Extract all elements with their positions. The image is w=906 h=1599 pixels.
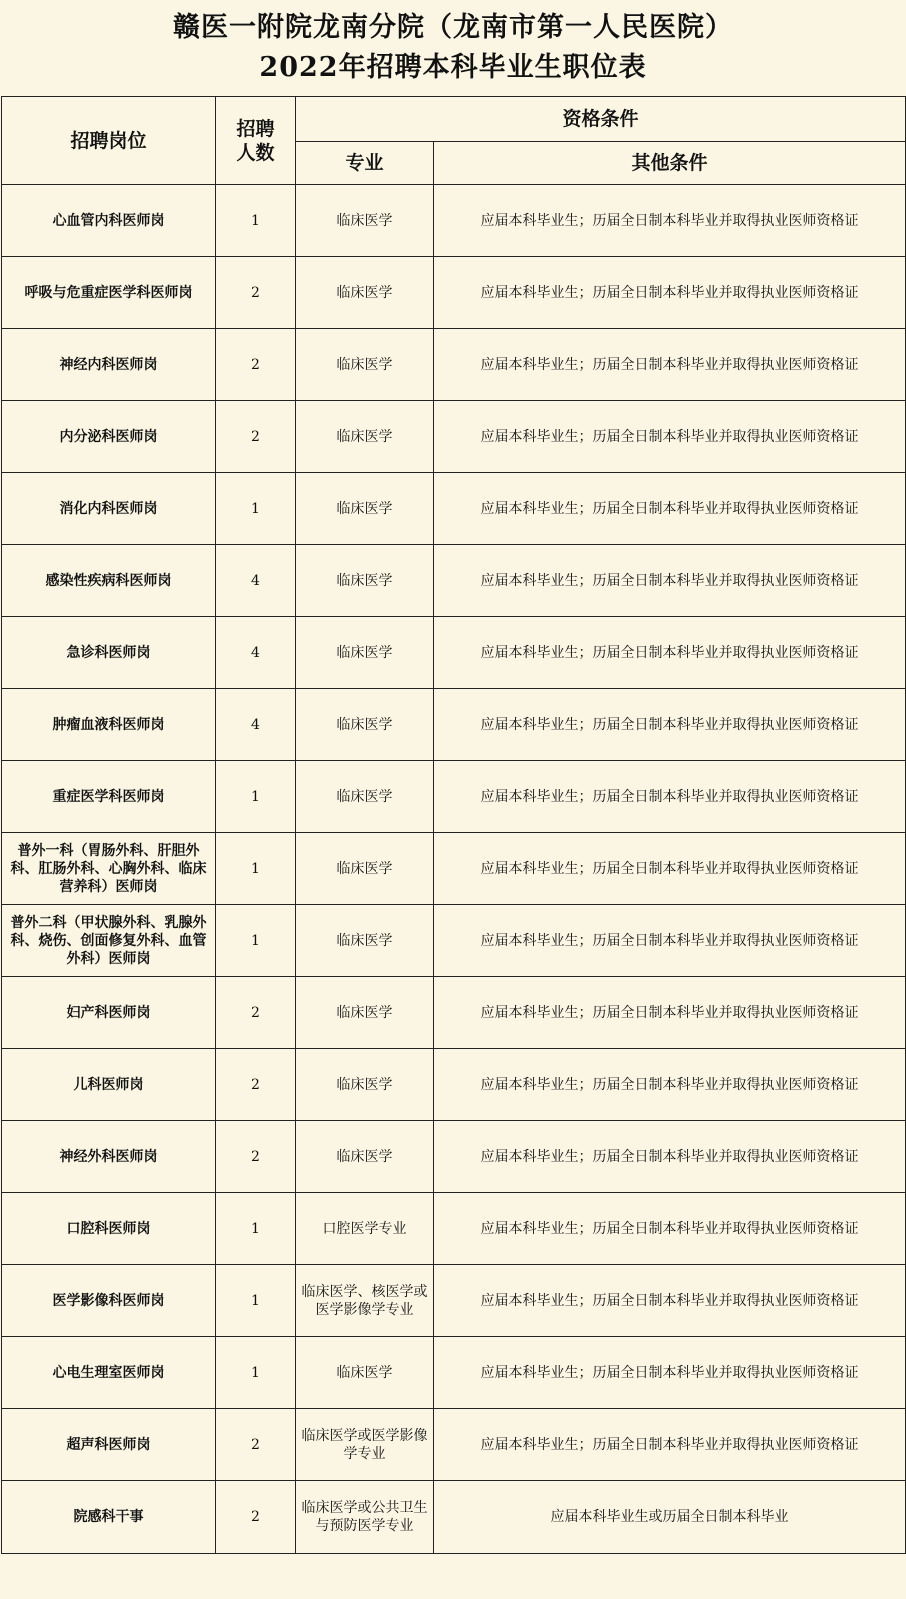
count-cell: 1 [216, 905, 296, 977]
major-cell: 临床医学 [296, 185, 434, 257]
count-cell: 1 [216, 833, 296, 905]
other-condition-cell: 应届本科毕业生；历届全日制本科毕业并取得执业医师资格证 [434, 689, 906, 761]
count-cell: 2 [216, 401, 296, 473]
count-cell: 4 [216, 617, 296, 689]
table-row [2, 329, 906, 401]
other-condition-cell: 应届本科毕业生；历届全日制本科毕业并取得执业医师资格证 [434, 1121, 906, 1193]
count-cell: 2 [216, 257, 296, 329]
other-condition-cell: 应届本科毕业生；历届全日制本科毕业并取得执业医师资格证 [434, 473, 906, 545]
table-row [2, 1337, 906, 1409]
table-row [2, 1481, 906, 1554]
other-condition-cell: 应届本科毕业生；历届全日制本科毕业并取得执业医师资格证 [434, 545, 906, 617]
table-row [2, 977, 906, 1049]
other-condition-cell: 应届本科毕业生；历届全日制本科毕业并取得执业医师资格证 [434, 1193, 906, 1265]
position-cell: 心电生理室医师岗 [2, 1337, 216, 1409]
table-body [2, 185, 906, 1554]
major-cell: 临床医学 [296, 401, 434, 473]
table-row [2, 1049, 906, 1121]
position-cell: 超声科医师岗 [2, 1409, 216, 1481]
header-count: 招聘人数 [216, 97, 296, 185]
position-cell: 神经内科医师岗 [2, 329, 216, 401]
position-cell: 普外二科（甲状腺外科、乳腺外科、烧伤、创面修复外科、血管外科）医师岗 [2, 905, 216, 977]
count-cell: 2 [216, 1409, 296, 1481]
count-cell: 1 [216, 473, 296, 545]
title-line-2: 2022年招聘本科毕业生职位表 [259, 52, 647, 83]
major-cell: 临床医学 [296, 257, 434, 329]
major-cell: 临床医学 [296, 545, 434, 617]
position-cell: 普外一科（胃肠外科、肝胆外科、肛肠外科、心胸外科、临床营养科）医师岗 [2, 833, 216, 905]
major-cell: 临床医学 [296, 689, 434, 761]
major-cell: 临床医学 [296, 977, 434, 1049]
table-row [2, 617, 906, 689]
position-cell: 心血管内科医师岗 [2, 185, 216, 257]
table-row [2, 905, 906, 977]
count-cell: 1 [216, 185, 296, 257]
major-cell: 临床医学 [296, 473, 434, 545]
title-line-1: 赣医一附院龙南分院（龙南市第一人民医院） [173, 12, 733, 43]
position-cell: 重症医学科医师岗 [2, 761, 216, 833]
count-cell: 1 [216, 1337, 296, 1409]
table-row [2, 1265, 906, 1337]
header-other: 其他条件 [434, 142, 906, 185]
other-condition-cell: 应届本科毕业生；历届全日制本科毕业并取得执业医师资格证 [434, 257, 906, 329]
count-cell: 1 [216, 761, 296, 833]
header-qualification: 资格条件 [296, 97, 906, 142]
position-cell: 急诊科医师岗 [2, 617, 216, 689]
position-cell: 医学影像科医师岗 [2, 1265, 216, 1337]
table-row [2, 1193, 906, 1265]
other-condition-cell: 应届本科毕业生；历届全日制本科毕业并取得执业医师资格证 [434, 617, 906, 689]
other-condition-cell: 应届本科毕业生；历届全日制本科毕业并取得执业医师资格证 [434, 761, 906, 833]
other-condition-cell: 应届本科毕业生；历届全日制本科毕业并取得执业医师资格证 [434, 1337, 906, 1409]
major-cell: 临床医学 [296, 905, 434, 977]
major-cell: 临床医学 [296, 1121, 434, 1193]
count-cell: 2 [216, 1049, 296, 1121]
header-major: 专业 [296, 142, 434, 185]
table-row [2, 545, 906, 617]
count-cell: 2 [216, 1121, 296, 1193]
table-row [2, 761, 906, 833]
count-cell: 4 [216, 689, 296, 761]
position-cell: 院感科干事 [2, 1481, 216, 1554]
table-row [2, 833, 906, 905]
other-condition-cell: 应届本科毕业生；历届全日制本科毕业并取得执业医师资格证 [434, 905, 906, 977]
position-cell: 呼吸与危重症医学科医师岗 [2, 257, 216, 329]
position-cell: 消化内科医师岗 [2, 473, 216, 545]
other-condition-cell: 应届本科毕业生；历届全日制本科毕业并取得执业医师资格证 [434, 185, 906, 257]
major-cell: 临床医学或公共卫生与预防医学专业 [296, 1481, 434, 1554]
count-cell: 2 [216, 977, 296, 1049]
other-condition-cell: 应届本科毕业生；历届全日制本科毕业并取得执业医师资格证 [434, 833, 906, 905]
position-cell: 肿瘤血液科医师岗 [2, 689, 216, 761]
major-cell: 临床医学 [296, 1049, 434, 1121]
position-cell: 神经外科医师岗 [2, 1121, 216, 1193]
table-row [2, 473, 906, 545]
table-row [2, 257, 906, 329]
page-title [0, 0, 906, 96]
header-position: 招聘岗位 [2, 97, 216, 185]
major-cell: 临床医学或医学影像学专业 [296, 1409, 434, 1481]
other-condition-cell: 应届本科毕业生；历届全日制本科毕业并取得执业医师资格证 [434, 1265, 906, 1337]
other-condition-cell: 应届本科毕业生；历届全日制本科毕业并取得执业医师资格证 [434, 977, 906, 1049]
position-cell: 妇产科医师岗 [2, 977, 216, 1049]
major-cell: 口腔医学专业 [296, 1193, 434, 1265]
major-cell: 临床医学 [296, 833, 434, 905]
other-condition-cell: 应届本科毕业生；历届全日制本科毕业并取得执业医师资格证 [434, 1409, 906, 1481]
major-cell: 临床医学 [296, 761, 434, 833]
other-condition-cell: 应届本科毕业生；历届全日制本科毕业并取得执业医师资格证 [434, 401, 906, 473]
table-row [2, 185, 906, 257]
count-cell: 2 [216, 1481, 296, 1554]
table-row [2, 1121, 906, 1193]
position-cell: 口腔科医师岗 [2, 1193, 216, 1265]
position-cell: 儿科医师岗 [2, 1049, 216, 1121]
table-row [2, 1409, 906, 1481]
major-cell: 临床医学 [296, 329, 434, 401]
recruitment-table [1, 96, 906, 1554]
major-cell: 临床医学 [296, 1337, 434, 1409]
table-row [2, 689, 906, 761]
count-cell: 1 [216, 1193, 296, 1265]
count-cell: 1 [216, 1265, 296, 1337]
count-cell: 4 [216, 545, 296, 617]
major-cell: 临床医学、核医学或医学影像学专业 [296, 1265, 434, 1337]
position-cell: 感染性疾病科医师岗 [2, 545, 216, 617]
other-condition-cell: 应届本科毕业生；历届全日制本科毕业并取得执业医师资格证 [434, 329, 906, 401]
other-condition-cell: 应届本科毕业生或历届全日制本科毕业 [434, 1481, 906, 1554]
count-cell: 2 [216, 329, 296, 401]
major-cell: 临床医学 [296, 617, 434, 689]
other-condition-cell: 应届本科毕业生；历届全日制本科毕业并取得执业医师资格证 [434, 1049, 906, 1121]
table-row [2, 401, 906, 473]
position-cell: 内分泌科医师岗 [2, 401, 216, 473]
